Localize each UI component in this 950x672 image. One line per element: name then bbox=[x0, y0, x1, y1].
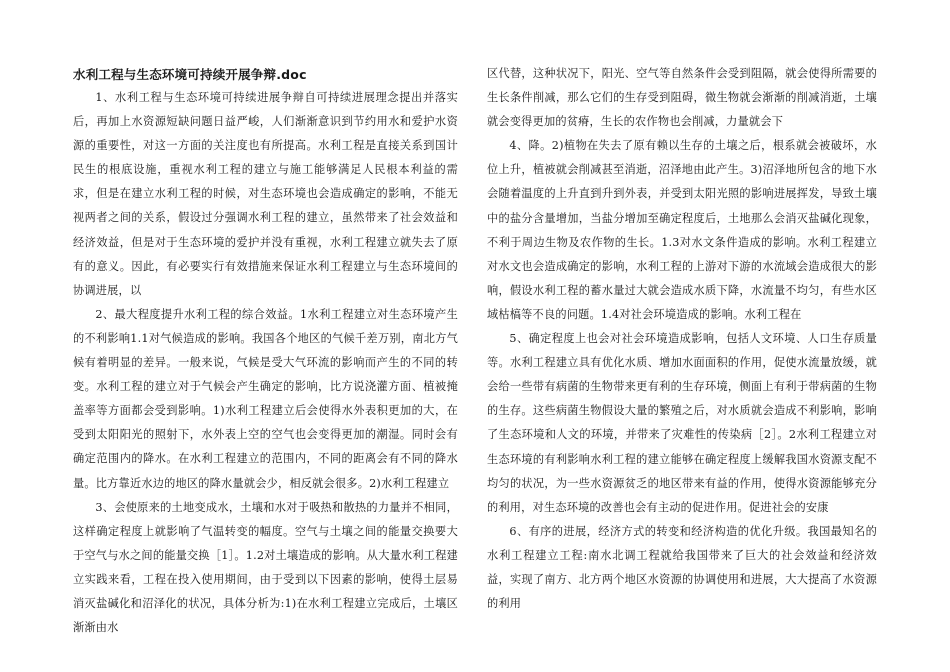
right-column bbox=[487, 62, 877, 616]
paragraph-5: 5、确定程度上也会对社会环境造成影响，包括人文环境、人口生存质量等。水利工程建立具有优化水质、增加水面面积的作用，促使水流量放缓，就会给一些带有病菌的生物带来更有利的生存环境，侧面上有利于带病菌的生物的生存。这些病菌生物假设大量的繁殖之后，对水质就会造成不利影响，影响了生态环境和人文的环境，并带来了灾难性的传染病［2］。2水利工程建立对生态环境的有利影响水利工程的建立能够在确定程度上缓解我国水资源支配不均匀的状况，为一些水资源贫乏的地区带来有益的作用，使得水资源能够充分的利用，对生态环境的改善也会有主动的促进作用。促进社会的安康 bbox=[487, 332, 877, 514]
paragraph-3-continuation: 区代替，这种状况下，阳光、空气等自然条件会受到阻隔，就会使得所需要的生长条件削减，那么它们的生存受到阻碍，微生物就会渐渐的削减消逝，土壤就会变得更加的贫瘠，生长的农作物也会削减，力量就会下 bbox=[487, 67, 877, 129]
paragraph-2: 2、最大程度提升水利工程的综合效益。1水利工程建立对生态环境产生的不利影响1.1对气候造成的影响。我国各个地区的气候千差万别，南北方气候有着明显的差异。一般来说，气候是受大气环流的影响而产生的不同的转变。水利工程的建立对于气候会产生确定的影响，比方说浇灌方面、植被掩盖率等方面都会受到影响。1)水利工程建立后会使得水外表积更加的大，在受到太阳阳光的照射下，水外表上空的空气也会变得更加的潮湿。同时会有确定范围内的降水。在水利工程建立的范围内，不同的距离会有不同的降水量。比方靠近水边的地区的降水量就会少，相反就会很多。2)水利工程建立 bbox=[73, 307, 458, 490]
paragraph-4: 4、降。2)植物在失去了原有赖以生存的土壤之后，根系就会被破坏，水位上升，植被就会削减甚至消逝，沼泽地由此产生。3)沼泽地所包含的地下水会随着温度的上升直到升到外表，并受到太阳光照的影响进展挥发，导致土壤中的盐分含量增加，当盐分增加至确定程度后，土地那么会消灭盐碱化现象，不利于周边生物及农作物的生长。1.3对水文条件造成的影响。水利工程建立对水文也会造成确定的影响，水利工程的上游对下游的水流域会造成很大的影响，假设水利工程的蓄水量过大就会造成水质下降，水流量不均匀，有些水区域枯槁等不良的问题。1.4对社会环境造成的影响。水利工程在 bbox=[487, 139, 877, 321]
paragraph-3: 3、会使原来的土地变成水，土壤和水对于吸热和散热的力量并不相同，这样确定程度上就影响了气温转变的幅度。空气与土壤之间的能量交换要大于空气与水之间的能量交换［1］。1.2对土壤造成的影响。从大量水利工程建立实践来看，工程在投入使用期间，由于受到以下因素的影响，使得土层易消灭盐碱化和沼泽化的状况，具体分析为:1)在水利工程建立完成后，土壤区渐渐由水 bbox=[73, 500, 458, 635]
left-column bbox=[73, 64, 458, 640]
document-title: 水利工程与生态环境可持续开展争辩.doc bbox=[73, 67, 307, 82]
paragraph-1: 1、水利工程与生态环境可持续进展争辩自可持续进展理念提出并落实后，再加上水资源短缺问题日益严峻，人们渐渐意识到节约用水和爱护水资源的重要性，对这一方面的关注度也有所提高。水利工程是直接关系到国计民生的根底设施，重视水利工程的建立与施工能够满足人民根本利益的需求，但是在建立水利工程的时候，对生态环境也会造成确定的影响，不能无视两者之间的关系，假设过分强调水利工程的建立，虽然带来了社会效益和经济效益，但是对于生态环境的爱护并没有重视，水利工程建立就失去了原有的意义。因此，有必要实行有效措施来保证水利工程建立与生态环境间的协调进展，以 bbox=[73, 91, 458, 297]
paragraph-6: 6、有序的进展，经济方式的转变和经济构造的优化升级。我国最知名的水利工程建立工程:南水北调工程就给我国带来了巨大的社会效益和经济效益，实现了南方、北方两个地区水资源的协调使用和进展，大大提高了水资源的利用 bbox=[487, 524, 877, 611]
